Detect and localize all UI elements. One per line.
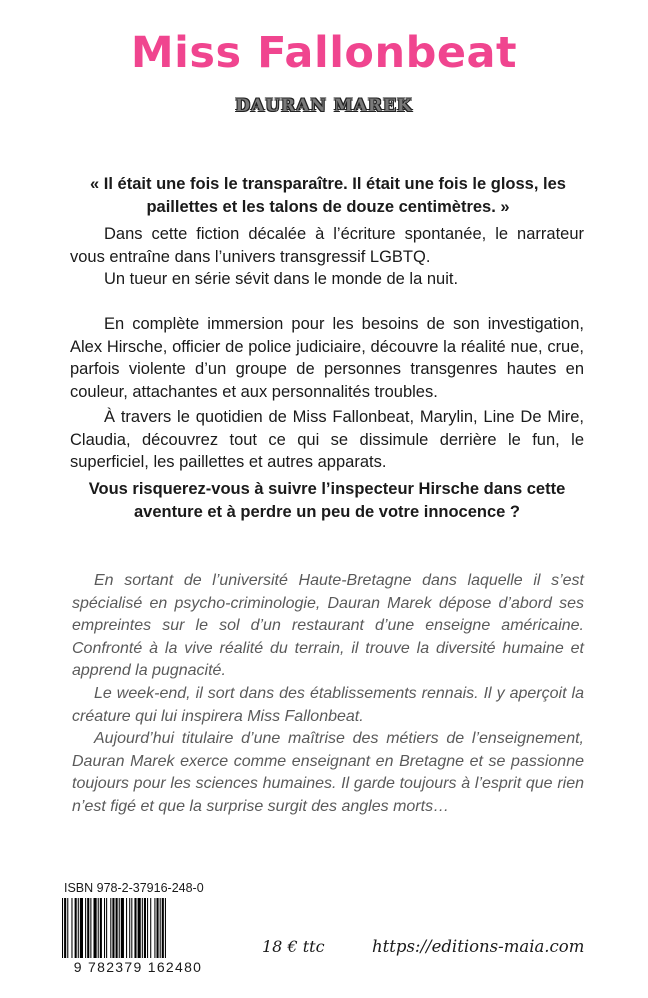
barcode-bar: [75, 898, 77, 958]
author-name: DAURAN MAREK: [235, 96, 413, 116]
barcode-bar: [80, 898, 83, 958]
barcode-bar: [64, 898, 66, 958]
book-title: Miss Fallonbeat: [130, 28, 518, 78]
barcode-bar: [129, 898, 130, 958]
barcode-bar: [134, 898, 136, 958]
barcode-bar: [94, 898, 97, 958]
author-bio-paragraph: En sortant de l’université Haute-Bretagne dans laquelle il s’est spécialisé en psycho-criminologie, Dauran Marek dépose d’abord ses empreintes sur le sol d’un restaurant d’une enseigne américaine. Confronté à la vive réalité du terrain, il trouve la diversité humaine et apprend la pugnacité.: [72, 572, 584, 679]
blurb-quote: « Il était une fois le transparaître. Il était une fois le gloss, les paillettes et les talons de douze centimètres. »: [90, 175, 566, 216]
barcode-bar: [138, 898, 141, 958]
barcode-bar: [100, 898, 102, 958]
barcode-bar: [131, 898, 132, 958]
barcode-digits: 9 782379 162480: [73, 959, 203, 975]
barcode-bar: [160, 898, 161, 958]
author-bio-paragraph: Aujourd’hui titulaire d’une maîtrise des métiers de l’enseignement, Dauran Marek exerce comme enseignant en Bretagne et se passionne toujours pour les sciences humaines. Il garde toujours à l’esprit que rien n’est figé et que la surprise surgit des angles morts…: [72, 730, 584, 815]
barcode-bar: [142, 898, 143, 958]
barcode-bar: [87, 898, 89, 958]
blurb-closing-question: Vous risquerez-vous à suivre l’inspecteur Hirsche dans cette aventure et à perdre un peu de votre innocence ?: [88, 480, 566, 521]
barcode-bar: [144, 898, 146, 958]
price-label: 18 € ttc: [262, 937, 325, 956]
barcode-bar: [147, 898, 148, 958]
barcode-bar: [110, 898, 111, 958]
barcode-bar: [106, 898, 107, 958]
blurb-paragraph: À travers le quotidien de Miss Fallonbeat, Marylin, Line De Mire, Claudia, découvrez tout ce qui se dissimule derrière le fun, le superficiel, les paillettes et autres apparats.: [70, 408, 584, 471]
barcode-bar: [119, 898, 120, 958]
barcode-bar: [154, 898, 155, 958]
barcode-bar: [62, 898, 63, 958]
barcode-bar: [85, 898, 86, 958]
author-bio-paragraph: Le week-end, il sort dans des établissements rennais. Il y aperçoit la créature qui lui inspirera Miss Fallonbeat.: [72, 685, 584, 725]
isbn-barcode: [62, 898, 214, 958]
barcode-bar: [162, 898, 164, 958]
barcode-bar: [150, 898, 151, 958]
blurb-paragraph: En complète immersion pour les besoins de son investigation, Alex Hirsche, officier de police judiciaire, découvre la réalité nue, crue, parfois violente d’un groupe de personnes transgenres hautes en couleur, attachantes et aux personnalités troubles.: [70, 315, 584, 401]
barcode-bar: [104, 898, 105, 958]
publisher-website-link[interactable]: https://editions-maia.com: [372, 937, 585, 956]
barcode-bar: [78, 898, 79, 958]
barcode-bar: [67, 898, 68, 958]
barcode-bar: [71, 898, 72, 958]
barcode-bar: [98, 898, 99, 958]
blurb-paragraph: Un tueur en série sévit dans le monde de la nuit.: [104, 270, 459, 288]
barcode-bar: [90, 898, 91, 958]
barcode-bar: [126, 898, 127, 958]
barcode-bar: [112, 898, 114, 958]
barcode-bar: [165, 898, 166, 958]
barcode-bar: [157, 898, 159, 958]
barcode-bar: [116, 898, 118, 958]
isbn-label: ISBN 978-2-37916-248-0: [64, 881, 204, 895]
barcode-bar: [121, 898, 124, 958]
blurb-paragraph: Dans cette fiction décalée à l’écriture spontanée, le narrateur vous entraîne dans l’univers transgressif LGBTQ.: [70, 225, 584, 266]
